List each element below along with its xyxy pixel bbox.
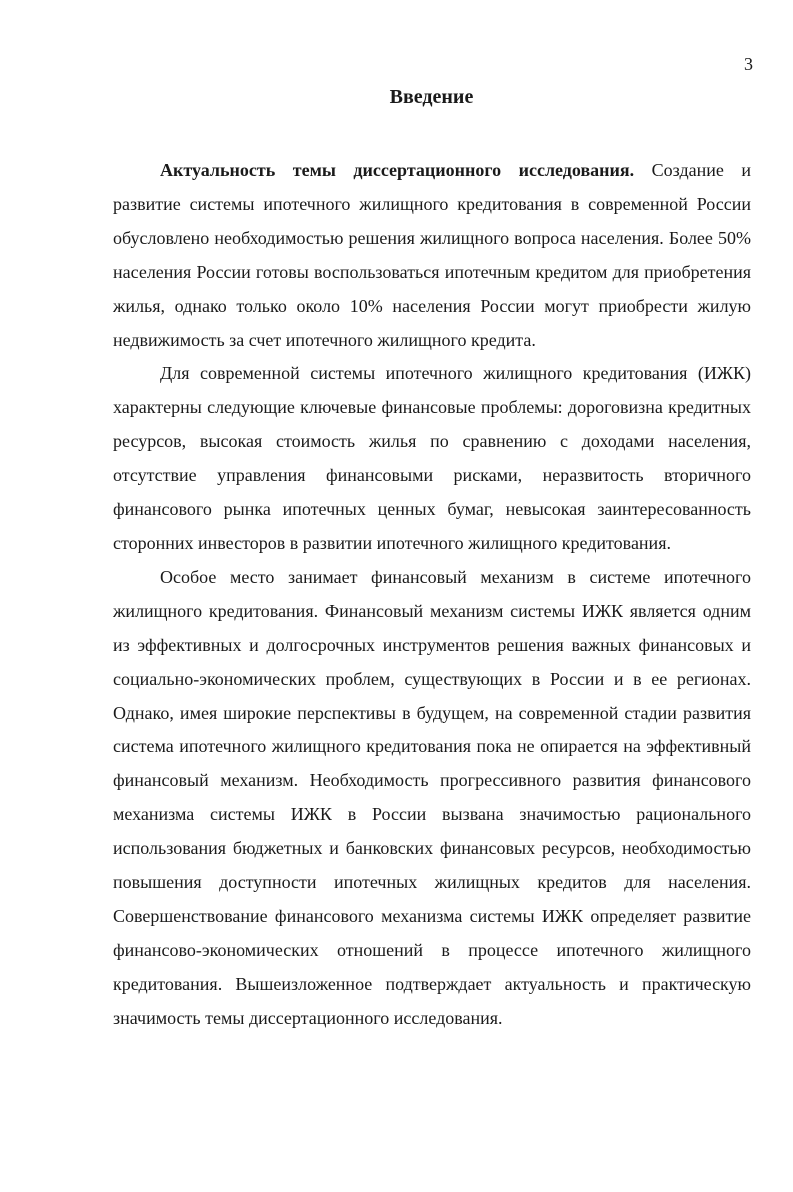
paragraph-text: Создание и развитие системы ипотечного жилищного кредитования в современной России обусловлено необходимостью решения жилищного вопроса населения. Более 50% населения России готовы воспользоваться ипотечным кредитом для приобретения жилья, однако только около 10% населения России могут приобрести жилую недвижимость за счет ипотечного жилищного кредита. [113, 160, 751, 350]
body-text [113, 154, 751, 1036]
paragraph-mechanism: Особое место занимает финансовый механизм в системе ипотечного жилищного кредитования. Финансовый механизм системы ИЖК является одним из эффективных и долгосрочных инструментов решения важных финансовых и социально-экономических проблем, существующих в России и в ее регионах. Однако, имея широкие перспективы в будущем, на современной стадии развития система ипотечного жилищного кредитования пока не опирается на эффективный финансовый механизм. Необходимость прогрессивного развития финансового механизма системы ИЖК в России вызвана значимостью рационального использования бюджетных и банковских финансовых ресурсов, необходимостью повышения доступности ипотечных жилищных кредитов для населения. Совершенствование финансового механизма системы ИЖК определяет развитие финансово-экономических отношений в процессе ипотечного жилищного кредитования. Вышеизложенное подтверждает актуальность и практическую значимость темы диссертационного исследования. [113, 566, 751, 1028]
page-number: 3 [744, 54, 753, 74]
page-title: Введение [389, 86, 474, 108]
paragraph-problems: Для современной системы ипотечного жилищного кредитования (ИЖК) характерны следующие ключевые финансовые проблемы: дороговизна кредитных ресурсов, высокая стоимость жилья по сравнению с доходами населения, отсутствие управления финансовыми рисками, неразвитость вторичного финансового рынка ипотечных ценных бумаг, невысокая заинтересованность сторонних инвесторов в развитии ипотечного жилищного кредитования. [113, 363, 751, 553]
paragraph-lead: Актуальность темы диссертационного исследования. [160, 160, 635, 180]
paragraph-relevance [113, 154, 751, 357]
